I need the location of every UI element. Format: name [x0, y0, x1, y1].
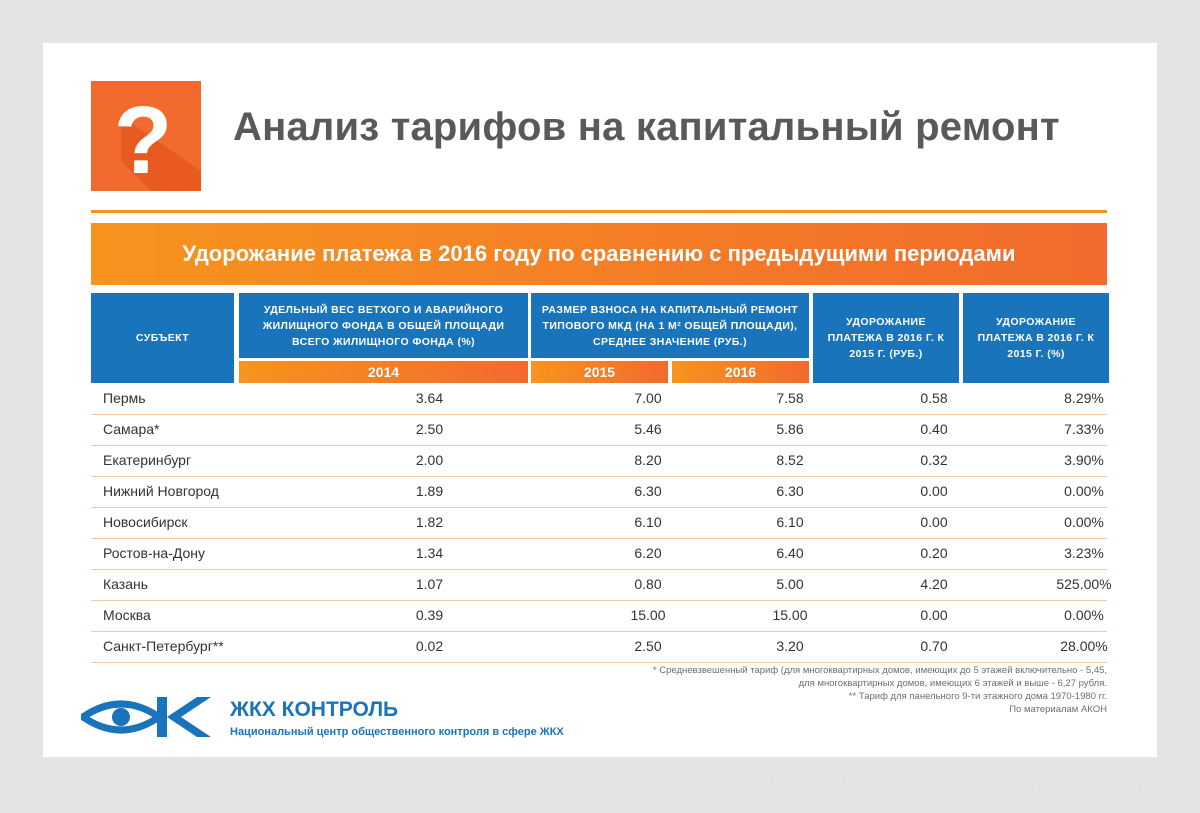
table-row — [91, 569, 1112, 601]
brand-subtitle: Национальный центр общественного контроля в сфере ЖКХ — [230, 726, 564, 738]
svg-text:?: ? — [113, 87, 173, 191]
cell-subject: Санкт-Петербург** — [103, 638, 224, 654]
cell-fee-2015: 0.80 — [634, 576, 662, 592]
cell-fee-2015: 7.00 — [634, 390, 662, 406]
divider — [91, 210, 1107, 213]
cell-fee-2016: 8.52 — [776, 452, 804, 468]
page-title: Анализ тарифов на капитальный ремонт — [233, 105, 1060, 149]
cell-rise-pct: 0.00% — [1064, 514, 1104, 530]
infographic-card — [43, 43, 1175, 807]
header-rise-pct: УДОРОЖАНИЕ ПЛАТЕЖА В 2016 Г. К 2015 Г. (%) — [963, 293, 1109, 383]
cell-subject: Новосибирск — [103, 514, 188, 530]
cell-fee-2015: 8.20 — [634, 452, 662, 468]
year-2014: 2014 — [239, 361, 528, 383]
cell-rise-pct: 525.00% — [1056, 576, 1112, 592]
cell-rise-rub: 0.70 — [920, 638, 948, 654]
footnote-line: По материалам АКОН — [1009, 704, 1107, 715]
cell-subject: Екатеринбург — [103, 452, 192, 468]
cell-rise-pct: 0.00% — [1064, 483, 1104, 499]
cell-rise-pct: 7.33% — [1064, 421, 1104, 437]
cell-rise-pct: 3.23% — [1064, 545, 1104, 561]
cell-subject: Пермь — [103, 390, 146, 406]
cell-share: 1.82 — [415, 514, 444, 530]
watermark: В ПОМОЩЬ ЖИТЕЛЮ — [751, 765, 1175, 807]
cell-rise-pct: 28.00% — [1060, 638, 1108, 654]
cell-fee-2015: 6.10 — [634, 514, 662, 530]
cell-share: 2.50 — [415, 421, 444, 437]
cell-share: 2.00 — [415, 452, 444, 468]
cell-fee-2016: 3.20 — [776, 638, 804, 654]
cell-fee-2016: 6.30 — [776, 483, 804, 499]
cell-fee-2016: 7.58 — [776, 390, 804, 406]
cell-fee-2015: 6.30 — [634, 483, 662, 499]
footnote-line: для многоквартирных домов, имеющих 6 этажей и выше - 6,27 рубля. — [798, 678, 1107, 689]
header-share: УДЕЛЬНЫЙ ВЕС ВЕТХОГО И АВАРИЙНОГО ЖИЛИЩНОГО ФОНДА В ОБЩЕЙ ПЛОЩАДИ ВСЕГО ЖИЛИЩНОГО ФОНДА (%) — [239, 293, 528, 358]
table-row — [91, 383, 1107, 415]
cell-rise-pct: 3.90% — [1064, 452, 1104, 468]
cell-share: 1.07 — [415, 576, 444, 592]
cell-share: 0.39 — [415, 607, 444, 623]
cell-rise-rub: 4.20 — [920, 576, 948, 592]
year-2015: 2015 — [531, 361, 668, 383]
cell-rise-rub: 0.20 — [920, 545, 948, 561]
cell-subject: Нижний Новгород — [103, 483, 219, 499]
cell-rise-pct: 8.29% — [1064, 390, 1104, 406]
year-2016: 2016 — [672, 361, 809, 383]
cell-fee-2016: 15.00 — [772, 607, 808, 623]
cell-rise-rub: 0.40 — [920, 421, 948, 437]
cell-rise-rub: 0.32 — [920, 452, 948, 468]
cell-share: 3.64 — [415, 390, 444, 406]
cell-fee-2016: 5.00 — [776, 576, 804, 592]
cell-rise-rub: 0.00 — [920, 514, 948, 530]
cell-fee-2015: 2.50 — [634, 638, 662, 654]
footnotes — [653, 664, 1107, 716]
header-rise-rub: УДОРОЖАНИЕ ПЛАТЕЖА В 2016 Г. К 2015 Г. (РУБ.) — [813, 293, 959, 383]
table-row — [91, 538, 1107, 570]
cell-rise-rub: 0.00 — [920, 483, 948, 499]
table-row — [91, 414, 1107, 446]
cell-fee-2015: 15.00 — [630, 607, 666, 623]
cell-subject: Ростов-на-Дону — [103, 545, 205, 561]
cell-subject: Казань — [103, 576, 149, 592]
cell-fee-2016: 5.86 — [776, 421, 804, 437]
footnote-line: * Средневзвешенный тариф (для многоквартирных домов, имеющих до 5 этажей включительно - 5,45, — [652, 665, 1107, 676]
header-subject: СУБЪЕКТ — [91, 293, 234, 383]
cell-share: 1.34 — [415, 545, 444, 561]
table-row — [91, 507, 1107, 539]
footnote-line: ** Тариф для панельного 9-ти этажного дома 1970-1980 гг. — [848, 691, 1107, 702]
table-row — [91, 600, 1107, 632]
cell-fee-2016: 6.10 — [776, 514, 804, 530]
cell-share: 1.89 — [415, 483, 444, 499]
cell-fee-2016: 6.40 — [776, 545, 804, 561]
brand-name: ЖКХ КОНТРОЛЬ — [230, 698, 399, 721]
cell-fee-2015: 6.20 — [634, 545, 662, 561]
cell-subject: Самара* — [103, 421, 160, 437]
header-fee: РАЗМЕР ВЗНОСА НА КАПИТАЛЬНЫЙ РЕМОНТ ТИПОВОГО МКД (НА 1 М² ОБЩЕЙ ПЛОЩАДИ), СРЕДНЕЕ ЗНАЧЕНИЕ (РУБ.) — [531, 293, 809, 358]
cell-share: 0.02 — [415, 638, 444, 654]
question-mark-icon — [91, 81, 201, 191]
eye-k-logo — [81, 695, 216, 744]
table-row — [91, 445, 1107, 477]
table-row — [91, 476, 1107, 508]
cell-rise-rub: 0.58 — [920, 390, 948, 406]
cell-rise-rub: 0.00 — [920, 607, 948, 623]
cell-subject: Москва — [103, 607, 151, 623]
table-row — [91, 631, 1107, 663]
cell-rise-pct: 0.00% — [1064, 607, 1104, 623]
section-banner: Удорожание платежа в 2016 году по сравнению с предыдущими периодами — [91, 223, 1107, 285]
cell-fee-2015: 5.46 — [634, 421, 662, 437]
